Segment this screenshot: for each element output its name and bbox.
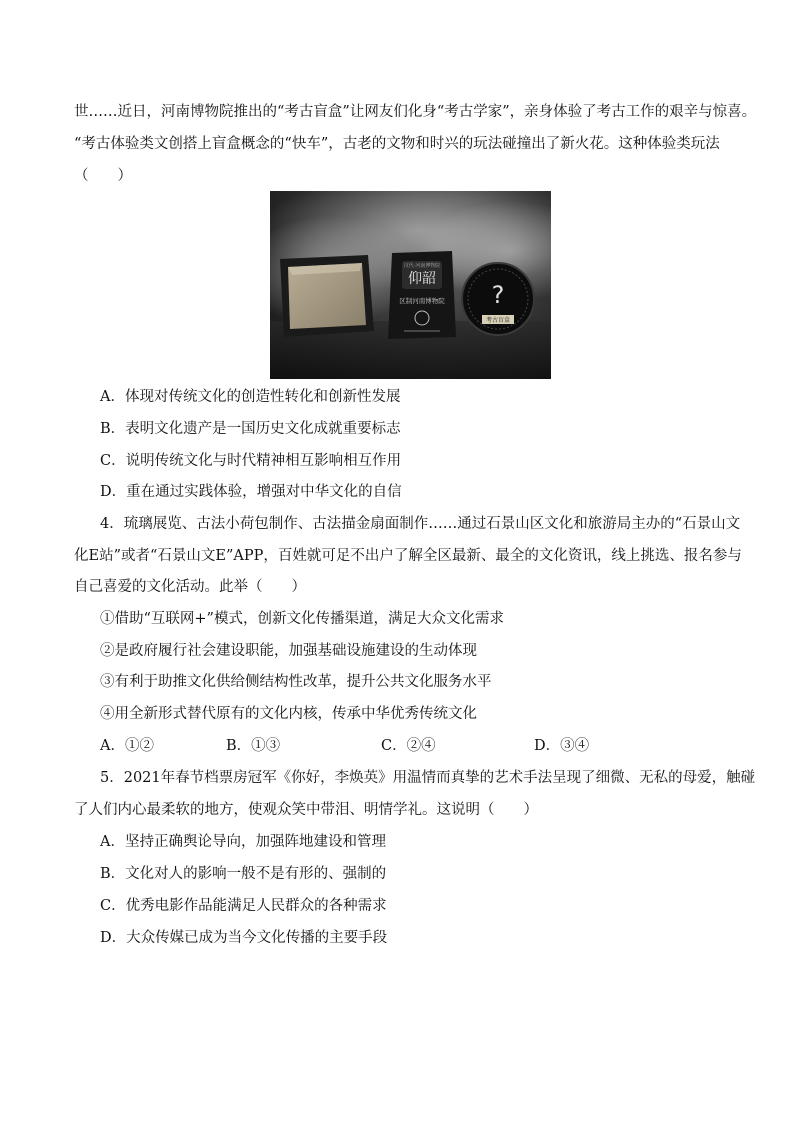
sand-block-package	[280, 255, 374, 337]
svg-text:考古盲盒: 考古盲盒	[485, 317, 511, 324]
svg-text:仰韶: 仰韶	[408, 271, 436, 287]
svg-text:汉代·河南博物院: 汉代·河南博物院	[403, 263, 441, 269]
q4-statement-1: ①借助“互联网+”模式，创新文化传播渠道，满足大众文化需求	[100, 611, 504, 627]
q3-option-a: A．体现对传统文化的创造性转化和创新性发展	[100, 389, 401, 405]
q4-option-a: A．①②	[100, 738, 154, 754]
q3-stem-line-2: “考古体验类文创搭上盲盒概念的“快车”，古老的文物和时兴的玩法碰撞出了新火花。这种体验类玩法	[74, 136, 720, 152]
q5-option-a: A．坚持正确舆论导向，加强阵地建设和管理	[100, 834, 386, 850]
q4-stem-line-3: 自己喜爱的文化活动。此举（ ）	[74, 579, 306, 595]
q4-stem-line-2: 化E站”或者“石景山文E”APP，百姓就可足不出户了解全区最新、最全的文化资讯，线上挑选、报名参与	[74, 548, 742, 564]
q4-option-d: D．③④	[534, 738, 590, 754]
svg-text:区制河南博物院: 区制河南博物院	[399, 297, 445, 305]
q5-stem-line-2: 了人们内心最柔软的地方，使观众笑中带泪、明情学礼。这说明（ ）	[74, 802, 538, 818]
q5-option-b: B．文化对人的影响一般不是有形的、强制的	[100, 866, 387, 882]
q3-stem-line-1: 世……近日，河南博物院推出的“考古盲盒”让网友们化身“考古学家”，亲身体验了考古工作的艰辛与惊喜。	[74, 104, 757, 120]
q3-option-b: B．表明文化遗产是一国历史文化成就重要标志	[100, 421, 401, 437]
blind-box-photo	[270, 191, 551, 379]
q4-option-b: B．①③	[226, 738, 281, 754]
q3-option-d: D．重在通过实践体验，增强对中华文化的自信	[100, 484, 402, 500]
blind-box-illustration	[270, 191, 551, 379]
q3-option-c: C．说明传统文化与时代精神相互影响相互作用	[100, 453, 402, 469]
round-tin-box	[462, 263, 534, 335]
q4-statement-4: ④用全新形式替代原有的文化内核，传承中华优秀传统文化	[100, 706, 477, 722]
q3-answer-blank: （ ）	[74, 168, 132, 184]
svg-text:?: ?	[491, 281, 505, 309]
q4-stem-line-1: 4．琉璃展览、古法小荷包制作、古法描金扇面制作……通过石景山区文化和旅游局主办的“石景山文	[100, 516, 741, 532]
black-bag-package	[388, 251, 456, 339]
q5-option-c: C．优秀电影作品能满足人民群众的各种需求	[100, 898, 387, 914]
q5-option-d: D．大众传媒已成为当今文化传播的主要手段	[100, 930, 388, 946]
q5-stem-line-1: 5．2021年春节档票房冠军《你好，李焕英》用温情而真挚的艺术手法呈现了细微、无私的母爱，触碰	[100, 770, 756, 786]
q4-option-c: C．②④	[381, 738, 436, 754]
q4-statement-2: ②是政府履行社会建设职能，加强基础设施建设的生动体现	[100, 643, 477, 659]
q4-statement-3: ③有利于助推文化供给侧结构性改革，提升公共文化服务水平	[100, 674, 492, 690]
